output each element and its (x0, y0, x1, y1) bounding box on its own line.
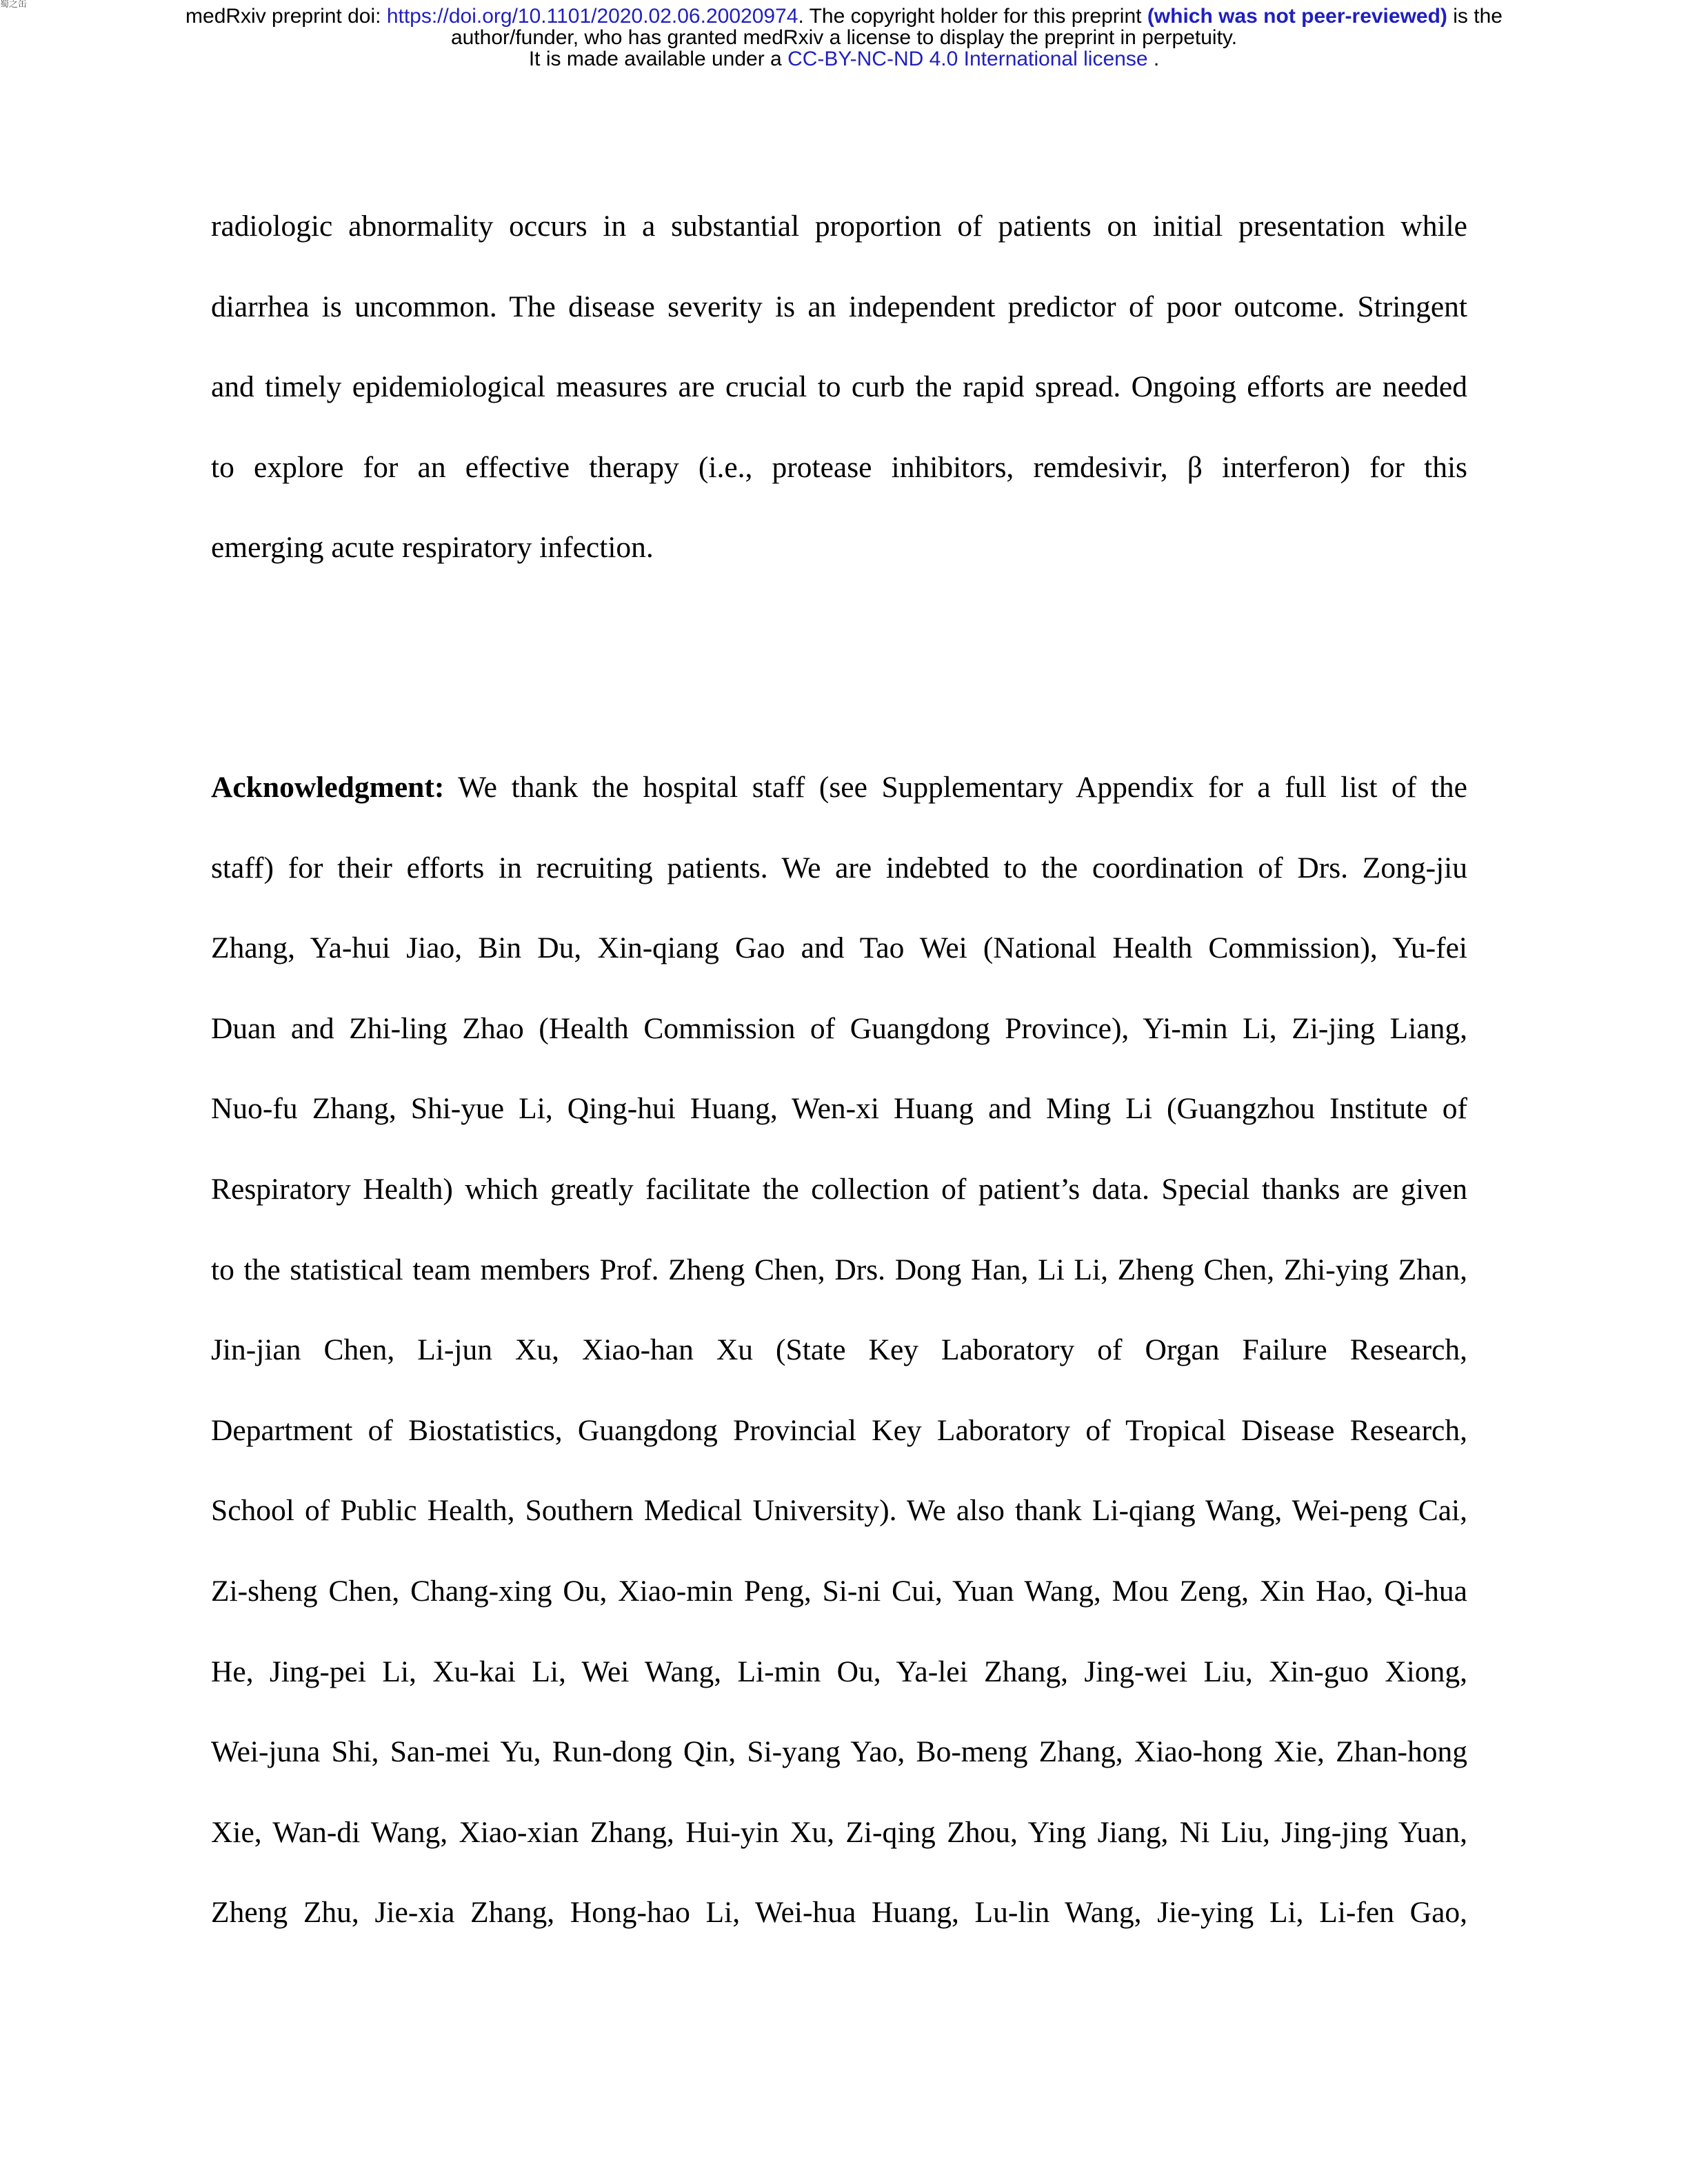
acknowledgment-line: Duan and Zhi-ling Zhao (Health Commission of Guangdong Province), Yi-min Li, Zi-jing Liang, (211, 1011, 1467, 1045)
header-line-1 (0, 6, 1688, 27)
paragraph-line: diarrhea is uncommon. The disease severity is an independent predictor of poor outcome. Stringent (211, 290, 1467, 323)
preprint-header (0, 6, 1688, 70)
paragraph-line: radiologic abnormality occurs in a substantial proportion of patients on initial presentation while (211, 210, 1467, 243)
corner-mark: 蜀之缶 (0, 0, 28, 10)
paragraph-line: to explore for an effective therapy (i.e., protease inhibitors, remdesivir, β interferon) for this (211, 450, 1467, 484)
license-suffix: . (1147, 48, 1160, 70)
paragraph-line: emerging acute respiratory infection. (211, 531, 654, 565)
acknowledgment-first-line (211, 747, 1467, 828)
acknowledgment-line: Nuo-fu Zhang, Shi-yue Li, Qing-hui Huang, Wen-xi Huang and Ming Li (Guangzhou Institute of (211, 1092, 1467, 1126)
header-line-2: author/funder, who has granted medRxiv a license to display the preprint in perpetuity. (450, 26, 1238, 49)
acknowledgment-line: He, Jing-pei Li, Xu-kai Li, Wei Wang, Li-min Ou, Ya-lei Zhang, Jing-wei Liu, Xin-guo Xiong, (211, 1655, 1467, 1688)
license-link[interactable]: CC-BY-NC-ND 4.0 International license (787, 48, 1148, 70)
acknowledgment-line: to the statistical team members Prof. Zheng Chen, Drs. Dong Han, Li Li, Zheng Chen, Zhi-ying Zhan, (211, 1253, 1467, 1286)
header-line-3 (0, 48, 1688, 70)
not-peer-reviewed-note: (which was not peer-reviewed) (1147, 5, 1447, 28)
acknowledgment-heading: Acknowledgment: (211, 771, 445, 804)
acknowledgment-text: We thank the hospital staff (see Supplementary Appendix for a full list of the (444, 771, 1467, 804)
acknowledgment-line: staff) for their efforts in recruiting patients. We are indebted to the coordination of Drs. Zong-jiu (211, 851, 1467, 884)
acknowledgment-line: Department of Biostatistics, Guangdong Provincial Key Laboratory of Tropical Disease Research, (211, 1413, 1467, 1447)
doi-link[interactable]: https://doi.org/10.1101/2020.02.06.20020974 (386, 5, 798, 28)
license-prefix: It is made available under a (528, 48, 788, 70)
header-prefix: medRxiv preprint doi: (185, 5, 387, 28)
acknowledgment-line: School of Public Health, Southern Medical University). We also thank Li-qiang Wang, Wei-peng Cai, (211, 1494, 1467, 1528)
acknowledgment-line: Xie, Wan-di Wang, Xiao-xian Zhang, Hui-yin Xu, Zi-qing Zhou, Ying Jiang, Ni Liu, Jing-jing Yuan, (211, 1815, 1467, 1849)
acknowledgment-line: Zi-sheng Chen, Chang-xing Ou, Xiao-min Peng, Si-ni Cui, Yuan Wang, Mou Zeng, Xin Hao, Qi-hua (211, 1574, 1467, 1608)
acknowledgment-line: Zheng Zhu, Jie-xia Zhang, Hong-hao Li, Wei-hua Huang, Lu-lin Wang, Jie-ying Li, Li-fen Gao, (211, 1896, 1467, 1930)
header-suffix: is the (1447, 5, 1503, 28)
paragraph-line: and timely epidemiological measures are crucial to curb the rapid spread. Ongoing efforts are needed (211, 370, 1467, 404)
header-copyright-text: . The copyright holder for this preprint (798, 5, 1147, 28)
conclusion-paragraph (211, 186, 1467, 588)
acknowledgment-line: Respiratory Health) which greatly facilitate the collection of patient’s data. Special thanks are given (211, 1172, 1467, 1206)
acknowledgment-line: Zhang, Ya-hui Jiao, Bin Du, Xin-qiang Gao and Tao Wei (National Health Commission), Yu-fei (211, 931, 1467, 965)
acknowledgment-line: Wei-juna Shi, San-mei Yu, Run-dong Qin, Si-yang Yao, Bo-meng Zhang, Xiao-hong Xie, Zhan-hong (211, 1735, 1467, 1769)
acknowledgment-line: Jin-jian Chen, Li-jun Xu, Xiao-han Xu (State Key Laboratory of Organ Failure Research, (211, 1333, 1467, 1367)
acknowledgment-section (211, 747, 1467, 1953)
